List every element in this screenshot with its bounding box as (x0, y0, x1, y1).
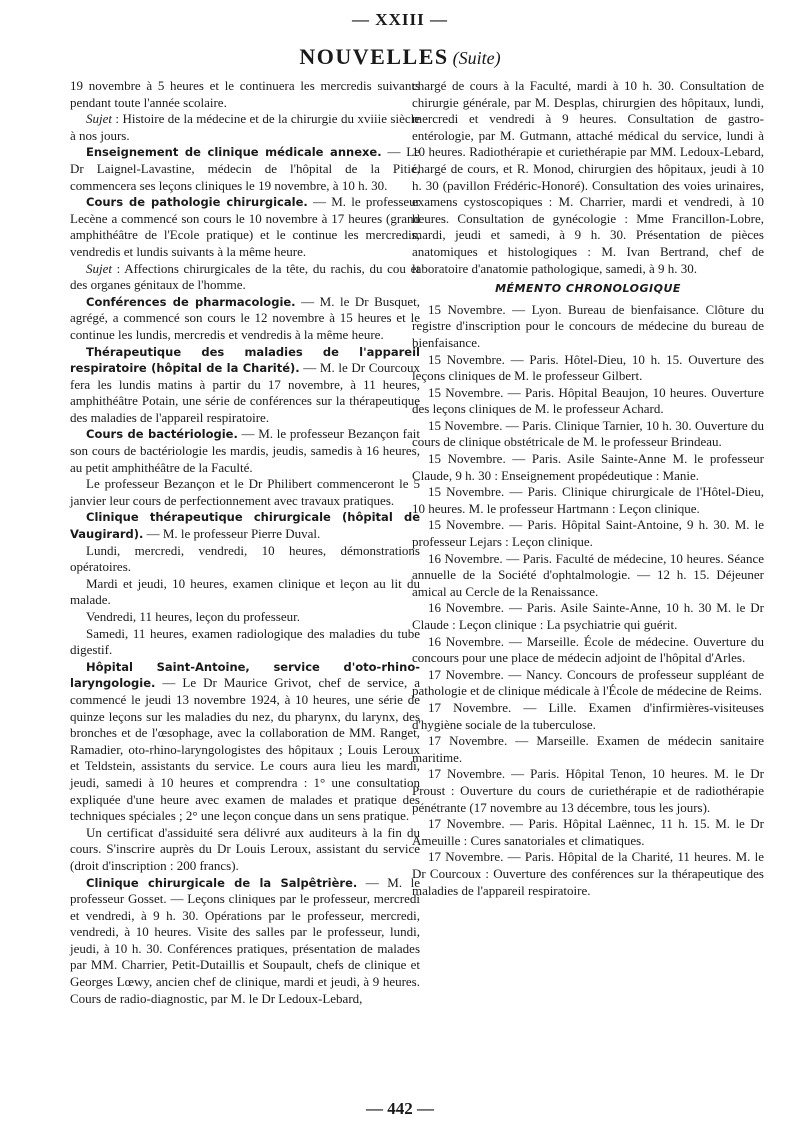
memento-entry: 15 Novembre. — Paris. Hôpital Saint-Antoine, 9 h. 30. M. le professeur Lejars : Leçon clinique. (412, 517, 764, 550)
heading: Thérapeutique des maladies de l'appareil respiratoire (hôpital de la Charité). (70, 344, 420, 376)
text: : Affections chirurgicales de la tête, du rachis, du cou et des organes génitaux de l'homme. (70, 260, 420, 293)
paragraph: Le professeur Bezançon et le Dr Philibert commenceront le 5 janvier leur cours de perfectionnement avec travaux pratiques. (70, 476, 420, 508)
text: — M. le professeur Pierre Duval. (143, 526, 321, 542)
text: — M. le professeur Gosset. — Leçons cliniques par le professeur, mercredi et vendredi, à 9 h. 30. Opérations par le professeur, mercredi, vendredi, à 10 heures. Visite des salles par le professeur, lundi, jeudi, à 10 h. 30. Conférences pratiques, présentation de malades par MM. Charrier, Petit-Dutaillis et Soupault, chefs de clinique et Georges Lœwy, ancien chef de clinique, mardi et jeudi, à 9 heures. Cours de radio-diagnostic, par M. le Dr Ledoux-Lebard, (70, 874, 420, 1006)
paragraph (70, 426, 420, 476)
text: — M. le Dr Busquet, agrégé, a commencé son cours le 12 novembre à 15 heures et le continue les lundis, mercredis et vendredis à la même heure. (70, 293, 420, 342)
section-title (0, 44, 800, 70)
memento-entry: 17 Novembre. — Marseille. Examen de médecin sanitaire maritime. (412, 733, 764, 765)
text: — M. le professeur Bezançon fait son cours de bactériologie les mardis, jeudis, samedis à 16 heures, au petit amphithéâtre de la Faculté. (70, 426, 420, 475)
memento-entry: 17 Novembre. — Nancy. Concours de professeur suppléant de pathologie et de clinique médicale à l'École de médecine de Reims. (412, 666, 764, 699)
label: Sujet (86, 111, 112, 127)
text: — M. le Dr Courcoux fera les lundis matins à partir du 17 novembre, à 11 heures, amphithéâtre Potain, une série de conférences sur la thérapeutique des maladies de l'appareil respiratoire. (70, 360, 420, 425)
paragraph (70, 261, 420, 294)
heading: Enseignement de clinique médicale annexe. (86, 145, 382, 160)
paragraph: Mardi et jeudi, 10 heures, examen clinique et leçon au lit du malade. (70, 575, 420, 608)
memento-entry: 16 Novembre. — Paris. Asile Sainte-Anne, 10 h. 30 M. le Dr Claude : Leçon clinique : La psychiatrie qui guérit. (412, 600, 764, 632)
paragraph: chargé de cours à la Faculté, mardi à 10 h. 30. Consultation de chirurgie générale, par M. Desplas, chirurgien des hôpitaux, lundi, mercredi et vendredi à 9 heures. Consultation de gastro-entérologie, par M. Gutmann, attaché médical du service, lundi à 10 heures. Radiothérapie et curiethérapie par MM. Ledoux-Lebard, chargé de cours, et R. Monod, chirurgien des hôpitaux, jeudi à 10 h. 30 (pavillon Frédéric-Honoré). Consultation des voies urinaires, examens cystoscopiques : M. Charrier, mardi et vendredi, à 10 heures. Consultation de gynécologie : Mme Francillon-Lobre, mardi, jeudi et samedi, à 9 h. 30. Présentation de pièces anatomiques et histologiques : M. Ivan Bertrand, chef de laboratoire d'anatomie pathologique, samedi, à 9 h. 30. (412, 78, 764, 276)
memento-entry: 15 Novembre. — Paris. Hôtel-Dieu, 10 h. 15. Ouverture des leçons cliniques de M. le professeur Gilbert. (412, 351, 764, 384)
memento-entry: 16 Novembre. — Marseille. École de médecine. Ouverture du concours pour une place de médecin adjoint de l'hôpital d'Arles. (412, 633, 764, 666)
text: — Le Dr Laignel-Lavastine, médecin de l'hôpital de la Pitié, commencera ses leçons cliniques le 19 novembre, à 10 h. 30. (70, 144, 420, 193)
paragraph (70, 294, 420, 344)
title-main: NOUVELLES (299, 44, 449, 69)
paragraph: Samedi, 11 heures, examen radiologique des maladies du tube digestif. (70, 625, 420, 658)
left-column (70, 78, 420, 1007)
memento-entry: 17 Novembre. — Paris. Hôpital de la Charité, 11 heures. M. le Dr Courcoux : Ouverture des conférences sur la thérapeutique des maladies de l'appareil respiratoire. (412, 849, 764, 898)
paragraph (70, 875, 420, 1008)
text: : Histoire de la médecine et de la chirurgie du xviiie siècle à nos jours. (70, 111, 420, 143)
memento-list (412, 302, 764, 899)
paragraph: Un certificat d'assiduité sera délivré aux auditeurs à la fin du cours. S'inscrire auprès du Dr Louis Leroux, assistant du service (droit d'inscription : 200 francs). (70, 824, 420, 873)
heading: Conférences de pharmacologie. (86, 294, 296, 309)
title-suffix: (Suite) (452, 48, 501, 68)
memento-entry: 17 Novembre. — Paris. Hôpital Laënnec, 11 h. 15. M. le Dr Ameuille : Cures sanatoriales et climatiques. (412, 816, 764, 848)
memento-entry: 16 Novembre. — Paris. Faculté de médecine, 10 heures. Séance annuelle de la Société d'ophtalmologie. — 12 h. 15. Déjeuner amical au Cercle de la Renaissance. (412, 550, 764, 599)
heading: Cours de pathologie chirurgicale. (86, 195, 308, 210)
heading: Clinique chirurgicale de la Salpêtrière. (86, 875, 358, 890)
paragraph (70, 509, 420, 542)
memento-entry: 15 Novembre. — Lyon. Bureau de bienfaisance. Clôture du registre d'inscription pour le concours de médecine du bureau de bienfaisance. (412, 301, 764, 350)
text: — M. le professeur Lecène a commencé son cours le 10 novembre à 17 heures (grand amphithéâtre de l'Ecole pratique) et le continue les mercredis, vendredis et lundis suivants à la même heure. (70, 194, 420, 259)
roman-page-number: — XXIII — (352, 10, 448, 29)
paragraph: Lundi, mercredi, vendredi, 10 heures, démonstrations opératoires. (70, 542, 420, 575)
paragraph: 19 novembre à 5 heures et le continuera les mercredis suivants pendant toute l'année scolaire. (70, 78, 420, 110)
memento-entry: 15 Novembre. — Paris. Clinique Tarnier, 10 h. 30. Ouverture du cours de clinique obstétricale de M. le professeur Brindeau. (412, 417, 764, 450)
heading: Hôpital Saint-Antoine, service d'oto-rhino-laryngologie. (70, 659, 420, 691)
text: — Le Dr Maurice Grivot, chef de service, a commencé le jeudi 13 novembre 1924, à 10 heures, une série de quinze leçons sur les maladies du nez, du pharynx, du larynx, des bronches et de l'œsophage, avec la collaboration de MM. Ranget, Ramadier, oto-rhino-laryngologistes des hôpitaux ; Louis Leroux et Teldstein, assistants du service. Le cours aura lieu les mardi, jeudi, samedi à 10 heures et comprendra : 1° une consultation expliquée d'une heure avec examen de malades et pratique des techniques spéciales ; 2° une leçon conçue dans un sens pratique. (70, 675, 420, 824)
heading: Clinique thérapeutique chirurgicale (hôpital de Vaugirard). (70, 510, 420, 542)
paragraph (70, 194, 420, 260)
paragraph (70, 144, 420, 194)
memento-entry: 17 Novembre. — Paris. Hôpital Tenon, 10 heures. M. le Dr Proust : Ouverture du cours de curiethérapie et de radiothérapie pénétrante (17 novembre au 13 décembre, tous les jours). (412, 766, 764, 815)
memento-heading: MÉMENTO CHRONOLOGIQUE (495, 282, 681, 296)
memento-entry: 15 Novembre. — Paris. Asile Sainte-Anne M. le professeur Claude, 9 h. 30 : Enseignement propédeutique : Manie. (412, 451, 764, 483)
paragraph (70, 659, 420, 825)
paragraph: Vendredi, 11 heures, leçon du professeur. (86, 609, 300, 624)
heading: Cours de bactériologie. (86, 427, 238, 442)
paragraph (70, 344, 420, 427)
paragraph (70, 111, 420, 144)
page-number: — 442 — (366, 1099, 434, 1118)
right-column (412, 78, 764, 899)
memento-entry: 15 Novembre. — Paris. Hôpital Beaujon, 10 heures. Ouverture des leçons cliniques de M. le professeur Achard. (412, 384, 764, 417)
memento-entry: 17 Novembre. — Lille. Examen d'infirmières-visiteuses d'hygiène sociale de la tuberculose. (412, 699, 764, 732)
label: Sujet (86, 260, 112, 276)
memento-entry: 15 Novembre. — Paris. Clinique chirurgicale de l'Hôtel-Dieu, 10 heures. M. le professeur Hartmann : Leçon clinique. (412, 484, 764, 516)
